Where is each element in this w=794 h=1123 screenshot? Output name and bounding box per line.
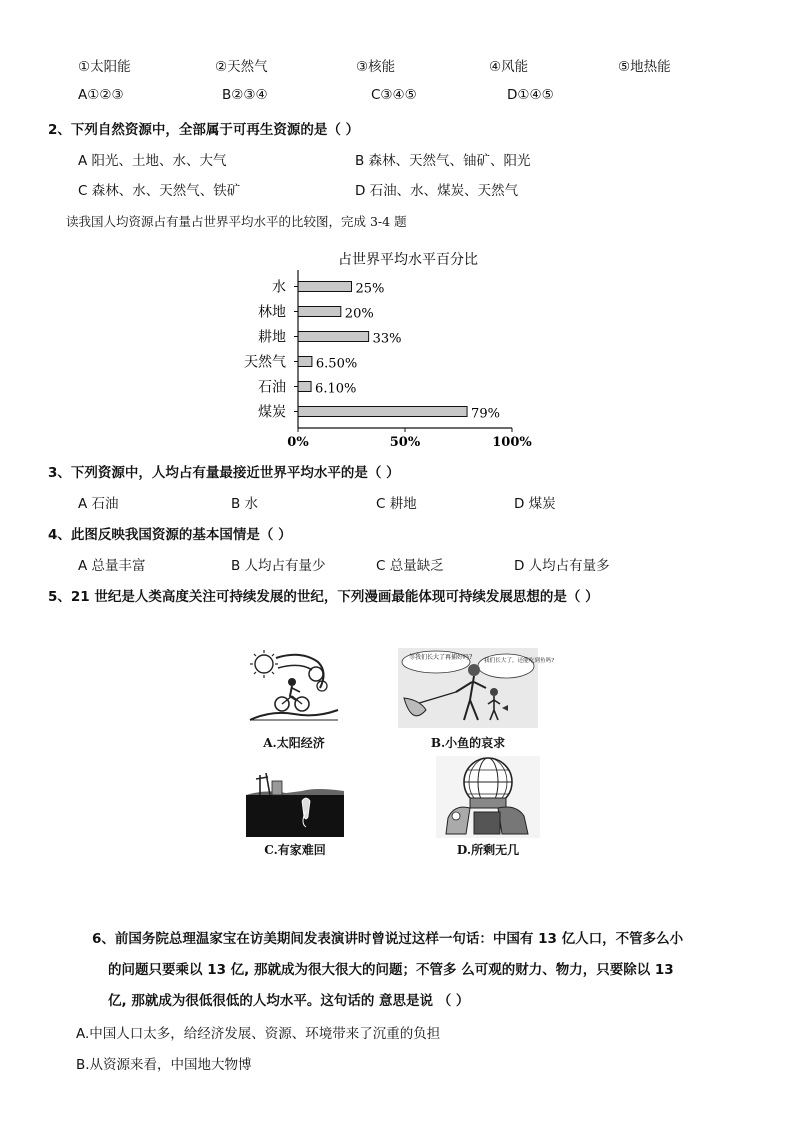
chart-bar xyxy=(298,357,312,367)
chart-title: 占世界平均水平百分比 xyxy=(338,252,478,268)
q4-option-a: A 总量丰富 xyxy=(78,558,146,574)
chart-data-label: 79% xyxy=(471,406,500,422)
q3-option-b: B 水 xyxy=(231,496,259,512)
q6-line-1: 6、前国务院总理温家宝在访美期间发表演讲时曾说过这样一句话：中国有 13 亿人口，不管多么小 xyxy=(92,931,684,947)
chart-category-label: 天然气 xyxy=(244,354,286,371)
cartoon-caption-a: A.太阳经济 xyxy=(263,736,325,750)
q2-option-d: D 石油、水、煤炭、天然气 xyxy=(355,183,519,199)
q3-option-a: A 石油 xyxy=(78,496,119,512)
q6-line-3: 亿, 那就成为很低很低的人均水平。这句话的 意思是说 （ ） xyxy=(108,993,470,1009)
chart-bar xyxy=(298,282,352,292)
q6-option-b: B.从资源来看，中国地大物博 xyxy=(76,1057,252,1073)
chart-data-label: 20% xyxy=(344,306,374,322)
chart-category-label: 煤炭 xyxy=(258,404,286,421)
cartoon-solar-economy xyxy=(246,648,342,728)
q3-option-c: C 耕地 xyxy=(376,496,417,512)
q1-choice-b: B②③④ xyxy=(222,87,268,103)
chart-data-label: 6.10% xyxy=(315,381,357,397)
q4-option-b: B 人均占有量少 xyxy=(231,558,326,574)
q4-option-c: C 总量缺乏 xyxy=(376,558,444,574)
q1-option-1: ①太阳能 xyxy=(78,59,131,75)
cartoon-fish-plea xyxy=(398,648,555,728)
chart-bar xyxy=(298,307,341,317)
chart-intro: 读我国人均资源占有量占世界平均水平的比较图，完成 3-4 题 xyxy=(66,214,407,229)
chart-x-tick-label: 100% xyxy=(492,435,532,450)
q4-stem: 4、此图反映我国资源的基本国情是（ ） xyxy=(48,527,292,543)
cartoon-caption-c: C.有家难回 xyxy=(264,843,326,857)
q2-option-a: A 阳光、土地、水、大气 xyxy=(78,153,227,169)
q1-option-2: ②天然气 xyxy=(215,59,268,75)
cartoon-no-home xyxy=(246,765,344,837)
q1-option-4: ④风能 xyxy=(489,59,529,75)
q1-choice-c: C③④⑤ xyxy=(371,87,417,103)
chart-category-label: 石油 xyxy=(258,379,286,396)
chart-category-label: 水 xyxy=(272,279,286,296)
q6-option-a: A.中国人口太多，给经济发展、资源、环境带来了沉重的负担 xyxy=(76,1026,441,1042)
q5-stem: 5、21 世纪是人类高度关注可持续发展的世纪，下列漫画最能体现可持续发展思想的是（ ） xyxy=(48,589,599,605)
bubble-fish-2: 我们长大了，还能吃到鱼吗? xyxy=(484,658,555,664)
q2-stem: 2、下列自然资源中，全部属于可再生资源的是（ ） xyxy=(48,122,360,138)
q3-stem: 3、下列资源中，人均占有量最接近世界平均水平的是（ ） xyxy=(48,465,400,481)
q6-line-2: 的问题只要乘以 13 亿, 那就成为很大很大的问题；不管多 么可观的财力、物力，只要除以 13 xyxy=(108,962,674,978)
resource-bar-chart xyxy=(230,240,540,450)
chart-category-label: 耕地 xyxy=(258,329,286,346)
chart-bar xyxy=(298,382,311,392)
q1-option-3: ③核能 xyxy=(356,59,396,75)
chart-bar xyxy=(298,407,467,417)
chart-data-label: 25% xyxy=(355,281,385,297)
cartoon-caption-b: B.小鱼的哀求 xyxy=(430,736,506,750)
q2-option-b: B 森林、天然气、铀矿、阳光 xyxy=(355,153,531,169)
cartoon-little-left xyxy=(436,756,540,838)
chart-x-tick-label: 50% xyxy=(389,435,421,450)
cartoon-caption-d: D.所剩无几 xyxy=(456,843,520,857)
chart-x-tick-label: 0% xyxy=(287,435,309,450)
q3-option-d: D 煤炭 xyxy=(514,496,556,512)
chart-data-label: 6.50% xyxy=(315,356,358,372)
q2-option-c: C 森林、水、天然气、铁矿 xyxy=(78,183,241,199)
q4-option-d: D 人均占有量多 xyxy=(514,558,610,574)
chart-data-label: 33% xyxy=(372,331,402,347)
chart-category-label: 林地 xyxy=(258,304,286,321)
chart-bar xyxy=(298,332,369,342)
q1-choice-a: A①②③ xyxy=(78,87,124,103)
q1-option-5: ⑤地热能 xyxy=(618,59,671,75)
bubble-fish-1: 等我们长大了再捕好吗? xyxy=(409,654,473,661)
q1-choice-d: D①④⑤ xyxy=(507,87,554,103)
